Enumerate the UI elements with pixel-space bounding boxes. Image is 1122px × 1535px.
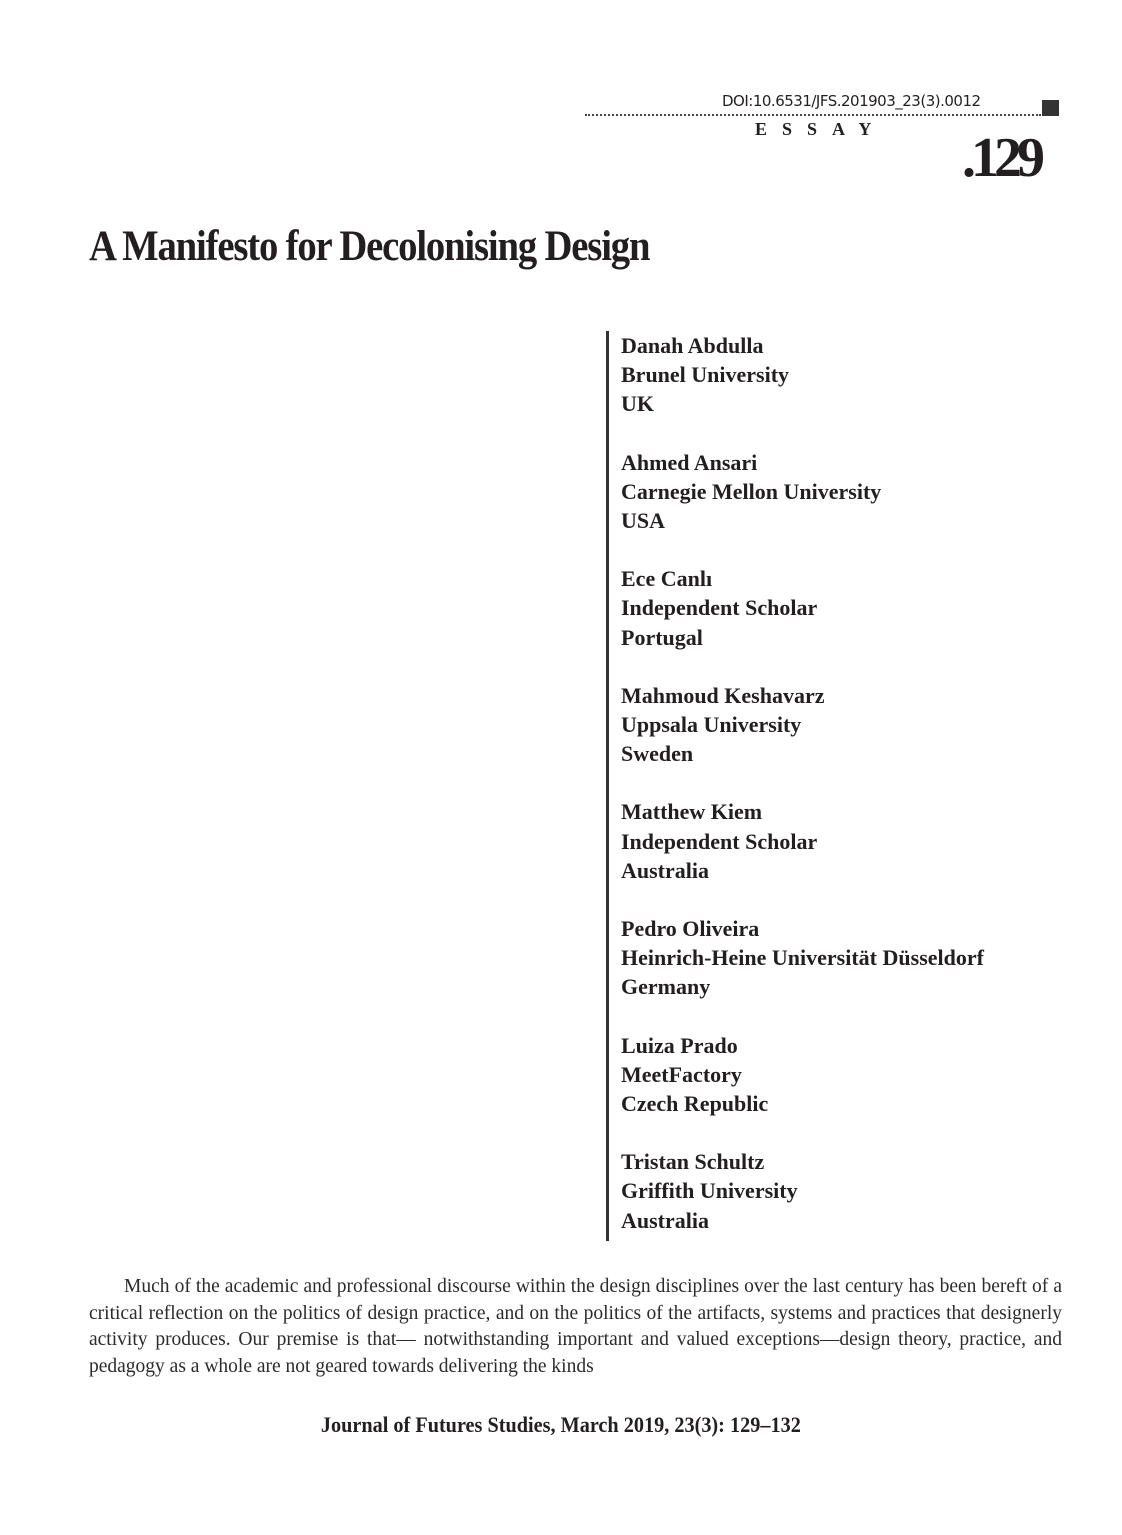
author-affiliation: Independent Scholar <box>621 595 818 621</box>
author-affiliation: MeetFactory <box>621 1061 742 1087</box>
section-label: ESSAY <box>755 119 887 139</box>
author-entry <box>621 448 1041 536</box>
author-name: Ece Canlı <box>621 566 713 592</box>
page-number: .129 <box>962 127 1040 189</box>
article-title: A Manifesto for Decolonising Design <box>89 223 650 270</box>
author-name: Pedro Oliveira <box>621 916 760 942</box>
author-name: Luiza Prado <box>621 1032 738 1058</box>
author-country: Czech Republic <box>621 1091 769 1117</box>
author-affiliation: Uppsala University <box>621 712 802 738</box>
author-country: Portugal <box>621 624 703 650</box>
author-affiliation: Independent Scholar <box>621 828 818 854</box>
doi-label: DOI:10.6531/JFS.201903_23(3).0012 <box>722 92 981 110</box>
author-name: Matthew Kiem <box>621 799 763 825</box>
author-country: UK <box>621 391 654 417</box>
author-name: Ahmed Ansari <box>621 449 758 475</box>
author-country: USA <box>621 508 666 534</box>
author-name: Danah Abdulla <box>621 333 764 358</box>
author-entry <box>621 681 1041 769</box>
author-country: Australia <box>621 857 709 883</box>
journal-citation-footer <box>0 1412 1122 1438</box>
header-square-marker <box>1042 100 1059 116</box>
author-affiliation: Heinrich-Heine Universität Düsseldorf <box>621 945 984 971</box>
author-country: Australia <box>621 1207 709 1233</box>
author-affiliation: Brunel University <box>621 362 790 388</box>
author-name: Tristan Schultz <box>621 1149 765 1175</box>
header-dotted-rule <box>585 114 1041 116</box>
author-country: Sweden <box>621 741 694 767</box>
author-entry <box>621 564 1041 652</box>
journal-citation: Journal of Futures Studies, March 2019, 23(3): 129–132 <box>321 1412 801 1437</box>
author-entry <box>621 1031 1041 1119</box>
author-affiliation: Griffith University <box>621 1178 798 1204</box>
body-paragraph: Much of the academic and professional discourse within the design disciplines over the last century has been bereft of a critical reflection on the politics of design practice, and on the politics of the artifacts, systems and practices that designerly activity produces. Our premise is that— notwithstanding important and valued exceptions—design theory, practice, and pedagogy as a whole are not geared towards delivering the kinds <box>89 1276 1062 1377</box>
author-affiliation: Carnegie Mellon University <box>621 478 882 504</box>
author-entry <box>621 914 1041 1002</box>
author-entry <box>621 331 1041 419</box>
author-list <box>606 331 1041 1241</box>
author-entry <box>621 797 1041 885</box>
author-country: Germany <box>621 974 711 1000</box>
author-entry <box>621 1147 1041 1235</box>
author-name: Mahmoud Keshavarz <box>621 682 825 708</box>
